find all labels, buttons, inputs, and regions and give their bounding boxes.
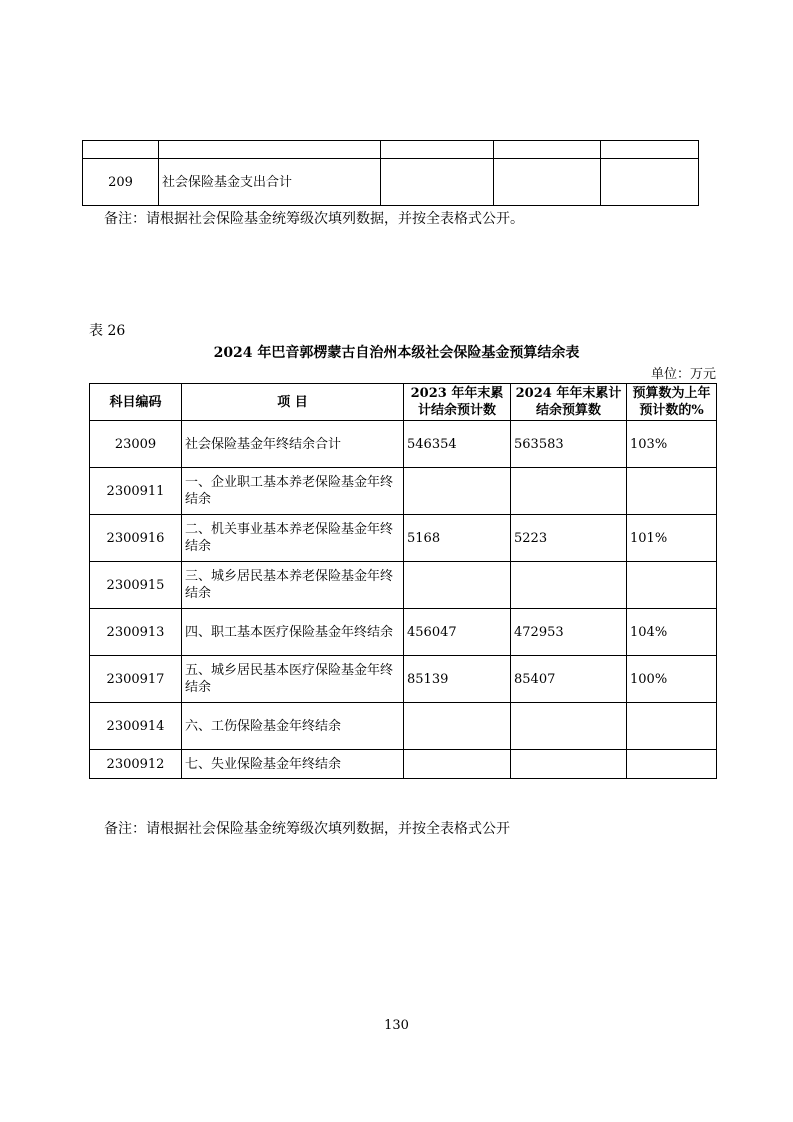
row-pct: 100% <box>627 656 717 703</box>
row-code: 2300914 <box>90 703 182 750</box>
table-cell <box>494 159 601 206</box>
row-item: 一、企业职工基本养老保险基金年终结余 <box>182 468 404 515</box>
row-curr: 5223 <box>511 515 627 562</box>
row-prev: 85139 <box>404 656 511 703</box>
row-curr: 85407 <box>511 656 627 703</box>
unit-label: 单位：万元 <box>650 367 716 382</box>
note-top: 备注：请根据社会保险基金统筹级次填列数据，并按全表格式公开。 <box>104 211 524 227</box>
page-number: 130 <box>384 1018 409 1033</box>
row-curr: 472953 <box>511 609 627 656</box>
table-cell <box>381 159 494 206</box>
table-row <box>90 656 717 703</box>
row-code: 2300915 <box>90 562 182 609</box>
row-item: 二、机关事业基本养老保险基金年终结余 <box>182 515 404 562</box>
table-row <box>90 421 717 468</box>
row-item: 四、职工基本医疗保险基金年终结余 <box>182 609 404 656</box>
row-prev <box>404 750 511 779</box>
table-label: 表 26 <box>89 323 126 339</box>
row-pct <box>627 468 717 515</box>
row-curr: 563583 <box>511 421 627 468</box>
table-header-row <box>90 384 717 421</box>
row-item: 六、工伤保险基金年终结余 <box>182 703 404 750</box>
table-row <box>90 703 717 750</box>
row-prev: 546354 <box>404 421 511 468</box>
row-item: 社会保险基金支出合计 <box>159 159 381 206</box>
row-prev <box>404 703 511 750</box>
row-curr <box>511 703 627 750</box>
row-code: 2300913 <box>90 609 182 656</box>
header-curr: 2024 年年末累计结余预算数 <box>511 384 627 421</box>
header-code: 科目编码 <box>90 384 182 421</box>
top-table <box>82 140 699 206</box>
header-prev: 2023 年年末累计结余预计数 <box>404 384 511 421</box>
table-cell <box>494 141 601 159</box>
row-code: 2300917 <box>90 656 182 703</box>
row-pct <box>627 750 717 779</box>
row-item: 五、城乡居民基本医疗保险基金年终结余 <box>182 656 404 703</box>
row-pct: 104% <box>627 609 717 656</box>
row-item: 社会保险基金年终结余合计 <box>182 421 404 468</box>
row-code: 209 <box>83 159 159 206</box>
row-code: 2300912 <box>90 750 182 779</box>
row-item: 七、失业保险基金年终结余 <box>182 750 404 779</box>
header-pct: 预算数为上年预计数的% <box>627 384 717 421</box>
row-prev <box>404 562 511 609</box>
row-prev: 5168 <box>404 515 511 562</box>
row-code: 2300911 <box>90 468 182 515</box>
table-cell <box>381 141 494 159</box>
table-row <box>90 750 717 779</box>
row-curr <box>511 562 627 609</box>
row-prev: 456047 <box>404 609 511 656</box>
page-title: 2024 年巴音郭楞蒙古自治州本级社会保险基金预算结余表 <box>213 345 580 361</box>
table-row <box>90 515 717 562</box>
table-cell <box>601 141 699 159</box>
note-bottom: 备注：请根据社会保险基金统筹级次填列数据，并按全表格式公开 <box>104 821 510 837</box>
table-cell <box>159 141 381 159</box>
header-item: 项 目 <box>182 384 404 421</box>
table-cell <box>601 159 699 206</box>
table-row <box>90 468 717 515</box>
table-row <box>83 159 699 206</box>
row-pct <box>627 703 717 750</box>
row-code: 2300916 <box>90 515 182 562</box>
row-curr <box>511 468 627 515</box>
row-pct: 103% <box>627 421 717 468</box>
row-prev <box>404 468 511 515</box>
table-row <box>90 562 717 609</box>
table-cell <box>83 141 159 159</box>
table-row <box>90 609 717 656</box>
row-curr <box>511 750 627 779</box>
budget-table <box>89 383 717 779</box>
row-pct: 101% <box>627 515 717 562</box>
row-code: 23009 <box>90 421 182 468</box>
table-row <box>83 141 699 159</box>
row-pct <box>627 562 717 609</box>
row-item: 三、城乡居民基本养老保险基金年终结余 <box>182 562 404 609</box>
